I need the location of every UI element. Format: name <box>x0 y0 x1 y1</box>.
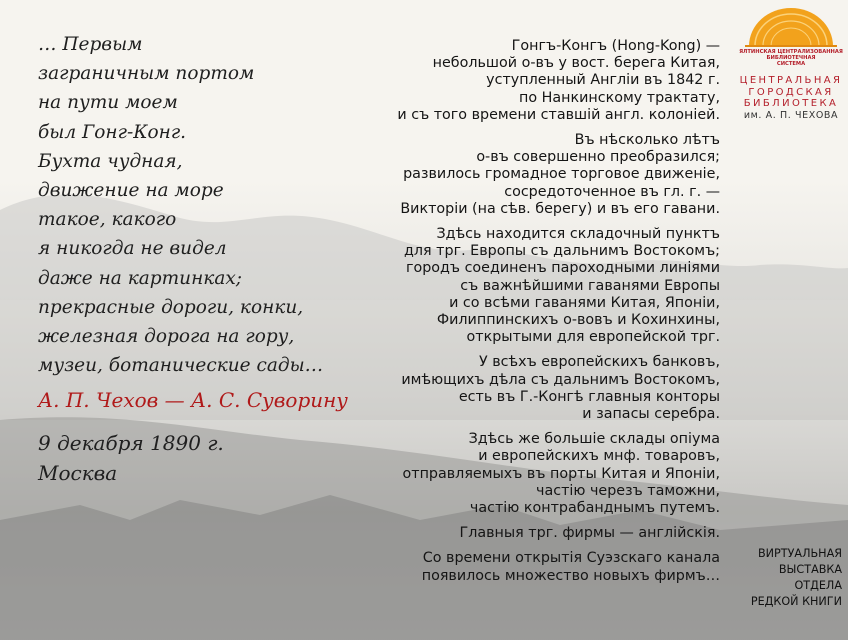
quote-line: я никогда не видел <box>38 238 227 260</box>
quote-line: железная дорога на гору, <box>38 326 295 348</box>
quote-line: заграничным портом <box>38 63 255 85</box>
quote-line: даже на картинках; <box>38 267 243 289</box>
virtual-exhibition-label <box>751 546 842 610</box>
quote-line: Бухта чудная, <box>38 150 183 172</box>
system-line: БИБЛИОТЕЧНАЯ <box>766 55 816 61</box>
quote-line: такое, какого <box>38 209 177 231</box>
quote-line: музеи, ботанические сады… <box>38 355 324 377</box>
exhibition-line: ВЫСТАВКА <box>778 563 842 576</box>
quote-line: движение на море <box>38 180 224 202</box>
article-paragraph <box>360 38 720 124</box>
library-name <box>738 75 844 121</box>
article-line: частію черезъ таможни, <box>536 482 720 499</box>
article-line: Викторіи (на сѣв. берегу) и въ его гавани. <box>400 200 720 217</box>
article-line: Со времени открытія Суэзскаго канала <box>422 550 720 567</box>
article-line: появилось множество новыхъ фирмъ… <box>421 567 720 584</box>
article-line: и съ того времени ставшій англ. колоніей. <box>397 106 720 123</box>
quote-line: прекрасные дороги, конки, <box>38 296 304 318</box>
quote-line: на пути моем <box>38 92 178 114</box>
article-line: Въ нѣсколько лѣтъ <box>574 132 720 149</box>
exhibition-line: ОТДЕЛА <box>794 579 842 592</box>
article-paragraph <box>360 354 720 423</box>
chekhov-quote <box>38 30 358 488</box>
article-line: есть въ Г.-Конгѣ главныя конторы <box>458 388 720 405</box>
article-line: отправляемыхъ въ порты Китая и Японіи, <box>402 465 720 482</box>
sun-book-icon <box>741 6 841 48</box>
quote-author: А. П. Чехов — А. С. Суворину <box>38 388 348 413</box>
article-line: имѣющихъ дѣла съ дальнимъ Востокомъ, <box>401 371 720 388</box>
system-line: СИСТЕМА <box>776 61 806 67</box>
article-line: Здѣсь находится складочный пунктъ <box>436 226 720 243</box>
article-paragraph <box>360 525 720 542</box>
quote-date: 9 декабря 1890 г. <box>38 430 224 455</box>
quote-line: … Первым <box>38 34 143 55</box>
article-line: Гонгъ-Конгъ (Hong-Kong) — <box>511 38 720 54</box>
article-line: сосредоточенное въ гл. г. — <box>504 183 720 200</box>
article-line: открытыми для европейской трг. <box>466 329 720 346</box>
article-line: уступленный Англіи въ 1842 г. <box>486 72 720 89</box>
article-paragraph <box>360 550 720 584</box>
article-line: частію контрабанднымъ путемъ. <box>469 500 720 517</box>
library-logo <box>738 6 844 121</box>
article-line: Главныя трг. фирмы — англійскія. <box>459 525 720 542</box>
article-line: для трг. Европы съ дальнимъ Востокомъ; <box>404 243 720 260</box>
quote-place: Москва <box>38 460 118 485</box>
article-line: Филиппинскихъ о-вовъ и Кохинхины, <box>436 312 720 329</box>
article-line: Здѣсь же большіе склады опіума <box>468 431 720 448</box>
article-line: городъ соединенъ пароходными линіями <box>405 260 720 277</box>
article-line: и европейскихъ мнф. товаровъ, <box>478 448 720 465</box>
quote-line: был Гонг-Конг. <box>38 121 187 143</box>
library-name-line: БИБЛИОТЕКА <box>743 98 839 109</box>
article-text <box>360 38 720 593</box>
article-line: развилось громадное торговое движеніе, <box>403 166 720 183</box>
article-line: небольшой о-въ у вост. берега Китая, <box>432 55 720 72</box>
library-named-after: им. А. П. ЧЕХОВА <box>743 109 839 121</box>
library-name-line: ЦЕНТРАЛЬНАЯ <box>739 75 843 86</box>
article-line: съ важнѣйшими гаванями Европы <box>460 277 720 294</box>
article-line: и запасы серебра. <box>582 406 720 423</box>
system-line: ЯЛТИНСКАЯ ЦЕНТРАЛИЗОВАННАЯ <box>739 49 843 55</box>
article-paragraph <box>360 431 720 517</box>
article-line: по Нанкинскому трактату, <box>518 89 720 106</box>
article-line: о-въ совершенно преобразился; <box>476 149 720 166</box>
exhibition-line: РЕДКОЙ КНИГИ <box>750 595 842 608</box>
article-paragraph <box>360 132 720 218</box>
article-line: У всѣхъ европейскихъ банковъ, <box>478 354 720 371</box>
library-name-line: ГОРОДСКАЯ <box>748 86 834 98</box>
library-system-text <box>738 49 844 67</box>
article-line: и со всѣми гаванями Китая, Японіи, <box>449 294 720 311</box>
article-paragraph <box>360 226 720 346</box>
exhibition-line: ВИРТУАЛЬНАЯ <box>757 547 842 560</box>
